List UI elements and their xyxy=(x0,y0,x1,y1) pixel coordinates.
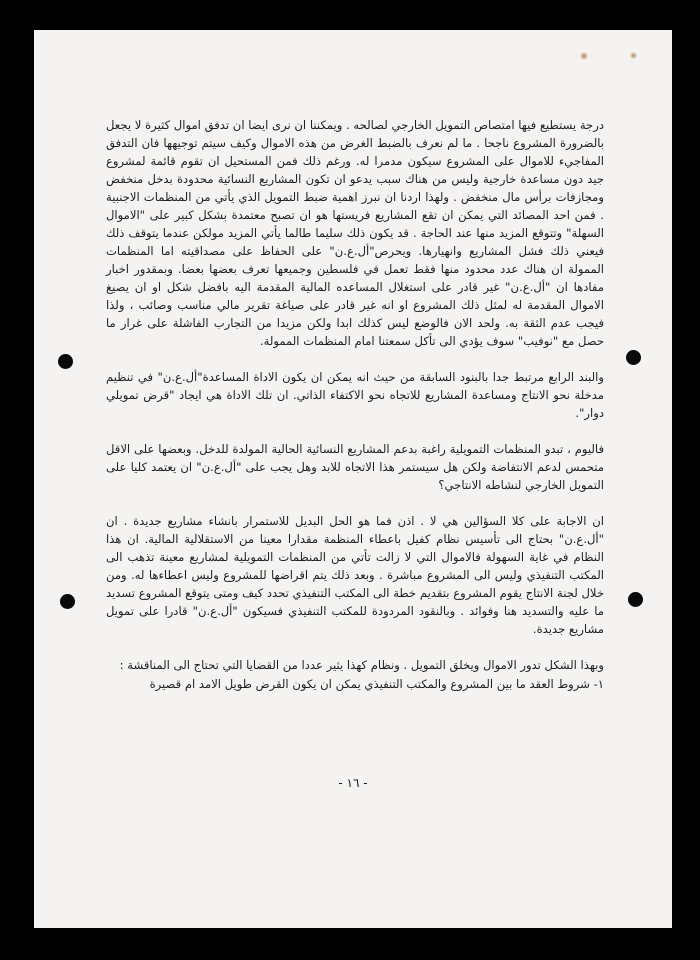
binder-hole xyxy=(628,592,643,607)
paragraph: والبند الرابع مرتبط جدا بالبنود السابقة من حيث انه يمكن ان يكون الاداة المساعدة"أل.ع.ن" في تنظيم مدخلة نحو الانتاج ومساعدة المشاريع للاتجاه نحو الاكتفاء الذاتي. ان تلك الاداة هي ايجاد "قرض تمويلي دوار". xyxy=(106,370,604,420)
paragraph: درجة يستطيع فيها امتصاص التمويل الخارجي لصالحه . ويمكننا ان نرى ايضا ان تدفق اموال كثيرة لا يجعل بالضرورة المشروع ناجحا . ما لم نعرف بالضبط الغرض من هذه الاموال وكيف سيتم توجيهها فان التدفق المفاجيء للاموال على المشروع سيكون مدمرا له. ورغم ذلك فمن المستحيل ان تقوم قائمة لمشروع جيد دون مساعدة خارجية وليس من هناك سبب يدعو ان تكون المشاريع النسائية محدودة بدخل منخفض ومجازفات برأس مال منخفض . ولهذا اردنا ان نبرز اهمية ضبط التمويل الذي يأتي من المنظمات الاجنبية . فمن احد المصائد التي يمكن ان تقع المشاريع فريستها هو ان تصبح معتمدة بشكل كبير على "الاموال السهلة" وتتوقع المزيد منها عند الحاجة . قد يكون ذلك سليما طالما يأتي المزيد مولكن عندما يتوقف ذلك فيعني ذلك فشل المشاريع وانهيارها. ويحرص"أل.ع.ن" على الحفاظ على مصداقيته اما المنظمات الممولة ان هناك عدد محدود منها فقط تعمل في فلسطين وجميعها تعرف بعضها بعضا. وبمقدور اخبار مفادها ان "أل.ع.ن" غير قادر على استغلال المساعده المالية المقدمة اليه بافضل شكل او ان يصيغ الاموال المقدمة له لمثل ذلك المشروع او انه غير قادر على صياغة تقرير مالي مناسب وصائب ، ولذا فيجب عدم الثقة به. ولحد الان فالوضع ليس كذلك ابدا ولكن مزيدا من التجارب الفاشلة على غرار ما حصل مع "نوفيب" سوف يؤدي الى تأكل سمعتنا امام المنظمات الممولة. xyxy=(106,118,604,348)
binder-hole xyxy=(58,354,73,369)
paragraph: فاليوم ، تبدو المنظمات التمويلية راغبة بدعم المشاريع النسائية الحالية المولدة للدخل. وبعضها على الاقل متحمس لدعم الانتفاضة ولكن هل سيستمر هذا الاتجاه للابد وهل يجب على "أل.ع.ن" ان يعتمد كليا على التمويل الخارجي لنشاطه الانتاجي؟ xyxy=(106,442,604,492)
page-number: - ١٦ - xyxy=(338,776,368,790)
rust-stain xyxy=(630,52,637,59)
rust-stain xyxy=(580,52,588,60)
binder-hole xyxy=(626,350,641,365)
document-body xyxy=(106,116,604,693)
binder-hole xyxy=(60,594,75,609)
list-item: ١- شروط العقد ما بين المشروع والمكتب التنفيذي يمكن ان يكون القرض طويل الامد ام قصيرة xyxy=(149,677,604,691)
paragraph: وبهذا الشكل تدور الاموال ويخلق التمويل . ونظام كهذا يثير عددا من القضايا التي تحتاج الى المناقشة : xyxy=(119,658,604,672)
document-page xyxy=(34,30,672,928)
paragraph: ان الاجابة على كلا السؤالين هي لا . اذن فما هو الحل البديل للاستمرار بانشاء مشاريع جديدة . ان "أل.ع.ن" بحتاج الى تأسيس نظام كفيل باعطاء المنظمة مقدارا معينا من الاستقلالية المالية. ان هذا النظام في غاية السهولة فالاموال التي لا زالت تأتي من المنظمات التمويلية لمشاريع معينة تذهب الى المكتب التنفيذي وليس الى المشروع مباشرة . وبعد ذلك يتم اقراضها للمشروع وليس اعطاءها له. ومن خلال لجنة الانتاج يقوم المشروع بتقديم خطة الى المكتب التنفيذي تحدد كيف ومتى يتوقع المشروع تسديد ما عليه والتسديد هنا وفوائد . وبالنقود المردودة للمكتب التنفيذي فسيكون "أل.ع.ن" قادرا على تمويل مشاريع جديدة. xyxy=(106,514,604,636)
